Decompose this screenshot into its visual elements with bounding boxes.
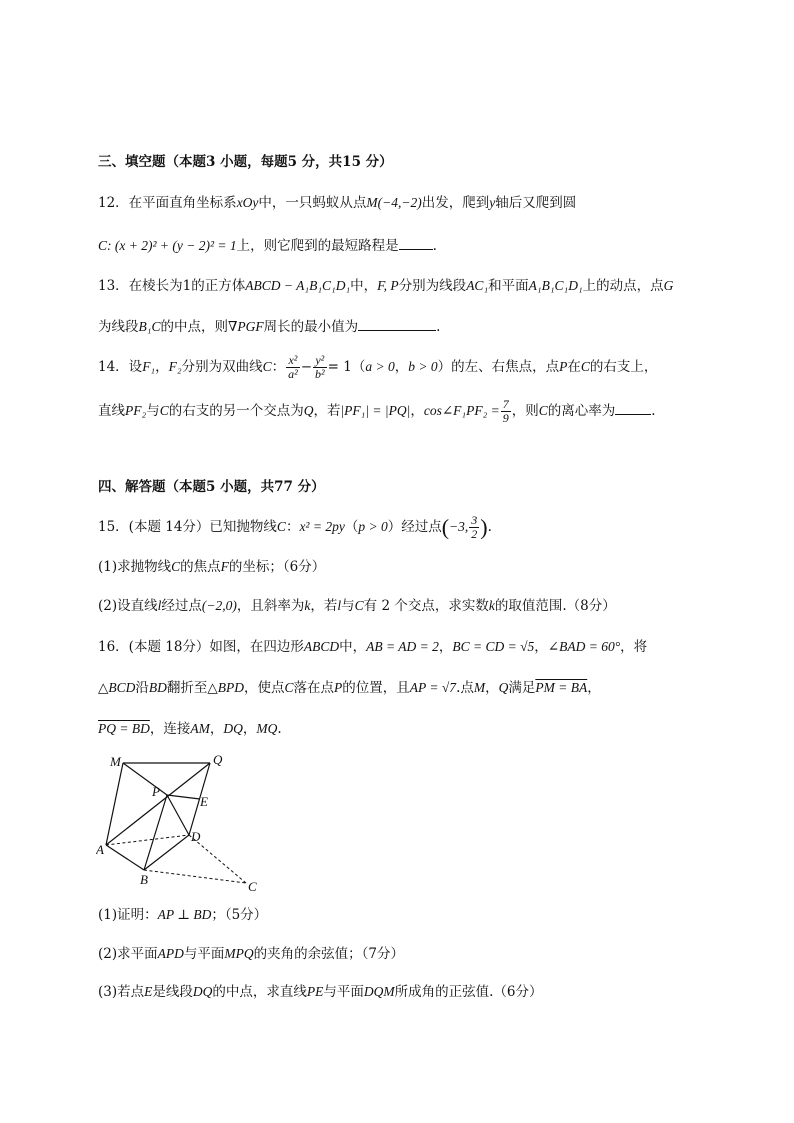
numerator: y² xyxy=(313,354,327,368)
text: (1)证明： xyxy=(98,907,158,923)
math: APD xyxy=(157,946,184,961)
label-B: B xyxy=(140,872,148,887)
math: F₁ xyxy=(142,359,156,374)
text: 为线段 xyxy=(98,319,139,335)
text: 的中点，则 xyxy=(160,319,228,335)
text: ，若 xyxy=(313,403,341,419)
question-14-line-1 xyxy=(98,352,657,382)
text: ，且斜率为 xyxy=(236,598,305,614)
text: ： xyxy=(271,359,286,375)
question-16-line-1 xyxy=(98,637,647,657)
numerator: x² xyxy=(286,354,300,368)
fraction-3-2 xyxy=(469,514,479,541)
text: ；（5分） xyxy=(211,907,268,923)
question-15-part-2 xyxy=(98,596,616,616)
text: 周长的最小值为 xyxy=(263,319,359,335)
math: k xyxy=(488,598,495,613)
denominator: a² xyxy=(288,367,298,381)
text: − xyxy=(300,359,313,375)
math: P xyxy=(559,359,568,374)
edge-PD xyxy=(167,795,189,835)
text: (2)设直线 xyxy=(98,598,158,614)
question-14-line-2: 直线PF₂与C的右支的另一个交点为Q，若|PF₁| = |PQ|，cos∠F₁PF₂ = $\frac{7}{9}$ ，则C的离心率为 . xyxy=(98,397,656,425)
text: 上的动点，点 xyxy=(582,278,664,294)
text: 翻折至 xyxy=(166,680,208,696)
question-15-line-1 xyxy=(98,512,492,543)
math: P xyxy=(334,680,343,695)
text: 满足 xyxy=(508,680,536,696)
text: 分别为线段 xyxy=(398,278,467,294)
text: 与平面 xyxy=(323,984,364,1000)
math: C xyxy=(538,403,548,418)
text: ）的左、右焦点，点 xyxy=(437,359,560,375)
text: ， xyxy=(155,359,169,375)
paren-open: ( xyxy=(441,514,450,540)
math: |PF₁| = |PQ| xyxy=(340,403,411,418)
edge-MA xyxy=(106,763,123,845)
question-16-part-2 xyxy=(98,944,404,964)
text: .点 xyxy=(456,680,474,696)
math: : (x + 2)² + (y − 2)² = 1 xyxy=(107,238,237,253)
math: C xyxy=(262,359,272,374)
text: ， xyxy=(242,721,257,737)
math: −3, xyxy=(449,519,469,534)
math: C xyxy=(284,680,294,695)
math: G xyxy=(663,278,674,293)
text: ， xyxy=(485,680,499,696)
text: (2)求平面 xyxy=(98,946,158,962)
math: (−2,0) xyxy=(201,598,237,613)
text: ，若 xyxy=(310,598,338,614)
math: DQ xyxy=(192,984,213,999)
text: 在 xyxy=(567,359,581,375)
text: （ xyxy=(344,519,359,535)
fraction-y2-b2 xyxy=(313,354,327,381)
edge-BD xyxy=(144,835,189,870)
answer-blank-14[interactable] xyxy=(615,400,651,415)
numerator: 7 xyxy=(502,397,509,411)
text: ）经过点 xyxy=(387,519,442,535)
text: 15．(本题 14分）已知抛物线 xyxy=(98,519,277,535)
label-C: C xyxy=(248,879,257,894)
answer-blank-13[interactable] xyxy=(358,316,436,331)
math: AB = AD = 2 xyxy=(366,639,439,654)
math: PE xyxy=(306,984,324,999)
denominator: 2 xyxy=(471,527,478,541)
text: ， xyxy=(410,403,424,419)
text: 直线 xyxy=(98,403,125,419)
math: l xyxy=(337,598,342,613)
answer-blank-12[interactable] xyxy=(399,235,433,250)
text: 的焦点 xyxy=(180,559,221,575)
text: . xyxy=(487,519,492,535)
math: A₁B₁C₁D₁ xyxy=(528,278,583,293)
math: ∠BAD = 60° xyxy=(547,639,621,654)
text: 14．设 xyxy=(98,359,143,375)
math: BC = CD = √5 xyxy=(452,639,535,654)
text: 中， xyxy=(339,639,367,655)
text: ，将 xyxy=(620,639,648,655)
text: ， xyxy=(209,721,224,737)
text: ， xyxy=(534,639,548,655)
text: 所成角的正弦值.（6分） xyxy=(394,984,543,1000)
text: 的离心率为 xyxy=(547,403,616,419)
math: y xyxy=(489,195,496,210)
math: ∇PGF xyxy=(227,319,264,334)
math: AM xyxy=(190,721,210,736)
label-A: A xyxy=(96,842,104,857)
text: 与 xyxy=(146,403,160,419)
math: F xyxy=(220,559,229,574)
text: ， xyxy=(587,680,601,696)
fraction-x2-a2 xyxy=(286,354,300,381)
text: = 1（ xyxy=(327,359,366,375)
label-E: E xyxy=(200,794,208,809)
math: MQ xyxy=(256,721,278,736)
text: 沿 xyxy=(135,680,149,696)
edge-PE xyxy=(167,795,200,799)
math: PF₂ xyxy=(125,403,147,418)
text: ，连接 xyxy=(149,721,191,737)
text: 的位置，且 xyxy=(342,680,410,696)
question-15-part-1 xyxy=(98,557,325,577)
question-16-line-2 xyxy=(98,678,601,698)
text: 中，一只蚂蚁从点 xyxy=(258,195,367,211)
fraction-7-9 xyxy=(501,398,511,425)
text: 经过点 xyxy=(161,598,202,614)
math: C xyxy=(98,238,108,253)
text: 的右支的另一个交点为 xyxy=(168,403,304,419)
math: p > 0 xyxy=(358,519,388,534)
math: (−4,−2) xyxy=(377,195,422,210)
math: x² = 2py xyxy=(299,519,345,534)
text: 轴后又爬到圆 xyxy=(495,195,577,211)
text: ，使点 xyxy=(244,680,285,696)
math: a > 0 xyxy=(365,359,395,374)
math: AC₁ xyxy=(466,278,489,293)
text: 的坐标；（6分） xyxy=(228,559,326,575)
math: DQ xyxy=(223,721,243,736)
text: 13．在棱长为1的正方体 xyxy=(98,278,246,294)
question-16-part-3 xyxy=(98,982,543,1002)
text: ： xyxy=(285,519,300,535)
math: C xyxy=(171,559,181,574)
math: ABCD xyxy=(303,639,340,654)
label-Q: Q xyxy=(213,752,223,767)
numerator: 3 xyxy=(471,513,478,527)
math: △BCD xyxy=(98,680,136,695)
vector-math: PM = BA xyxy=(535,680,588,695)
math: C xyxy=(354,598,364,613)
math: xOy xyxy=(236,195,259,210)
text: 的取值范围.（8分） xyxy=(494,598,616,614)
text: 有 2 个交点，求实数 xyxy=(363,598,489,614)
vector-math: PQ = BD xyxy=(98,721,150,736)
text: 12．在平面直角坐标系 xyxy=(98,195,237,211)
label-D: D xyxy=(191,829,201,844)
question-13-line-2: 为线段B₁C的中点，则∇PGF周长的最小值为 . xyxy=(98,316,440,337)
math: MPQ xyxy=(224,946,254,961)
question-16-part-1 xyxy=(98,905,267,925)
section-4-heading: 四、解答题（本题5 小题，共77 分） xyxy=(98,479,325,495)
text: (3)若点 xyxy=(98,984,145,1000)
question-13-line-1 xyxy=(98,276,673,296)
text: 的右支上， xyxy=(589,359,658,375)
text: 落在点 xyxy=(293,680,335,696)
question-12-line-2: C: (x + 2)² + (y − 2)² = 1上，则它爬到的最短路程是 . xyxy=(98,235,437,256)
text: ，则 xyxy=(511,403,539,419)
text: 和平面 xyxy=(488,278,529,294)
text: ， xyxy=(438,639,453,655)
text: ， xyxy=(394,359,409,375)
figure-svg xyxy=(96,748,276,898)
edge-AD-dashed xyxy=(106,835,189,845)
math: F, P xyxy=(377,278,399,293)
section-3-heading: 三、填空题（本题3 小题，每题5 分，共15 分） xyxy=(98,154,393,170)
math: C xyxy=(159,403,169,418)
text: 出发，爬到 xyxy=(421,195,490,211)
text: (1)求抛物线 xyxy=(98,559,172,575)
edge-BC-dashed xyxy=(144,870,246,883)
math: B₁C xyxy=(138,319,161,334)
math: Q xyxy=(498,680,509,695)
math: cos∠F₁PF₂ = xyxy=(423,403,500,418)
math: b > 0 xyxy=(408,359,438,374)
math: Q xyxy=(303,403,314,418)
math: k xyxy=(304,598,311,613)
label-P: P xyxy=(152,784,160,799)
text: 上，则它爬到的最短路程是 xyxy=(236,238,399,254)
math: DQM xyxy=(363,984,395,999)
text: . xyxy=(277,721,282,737)
math: F₂ xyxy=(168,359,182,374)
text: 与 xyxy=(341,598,355,614)
math: l xyxy=(157,598,162,613)
text: 16．(本题 18分）如图，在四边形 xyxy=(98,639,304,655)
text: 分别为双曲线 xyxy=(181,359,263,375)
question-12-line-1 xyxy=(98,193,576,213)
edge-AB xyxy=(106,845,144,870)
paren-close: ) xyxy=(480,514,488,540)
text: 是线段 xyxy=(152,984,193,1000)
math: △BPD xyxy=(207,680,245,695)
denominator: b² xyxy=(315,367,325,381)
math: E xyxy=(144,984,153,999)
math: M xyxy=(473,680,486,695)
math: ABCD − A₁B₁C₁D₁ xyxy=(245,278,351,293)
question-16-line-3 xyxy=(98,719,282,739)
text: 中， xyxy=(350,278,378,294)
label-M: M xyxy=(110,754,121,769)
edge-MP xyxy=(123,763,167,795)
geometry-figure xyxy=(96,748,276,902)
text: 的夹角的余弦值；（7分） xyxy=(253,946,404,962)
math: AP ⊥ BD xyxy=(157,907,212,922)
math: C xyxy=(580,359,590,374)
text: 的中点，求直线 xyxy=(212,984,307,1000)
math: C xyxy=(276,519,286,534)
math: BD xyxy=(148,680,167,695)
text: 与平面 xyxy=(183,946,225,962)
math: AP = √7 xyxy=(409,680,457,695)
math: M xyxy=(366,195,378,210)
denominator: 9 xyxy=(502,411,509,425)
